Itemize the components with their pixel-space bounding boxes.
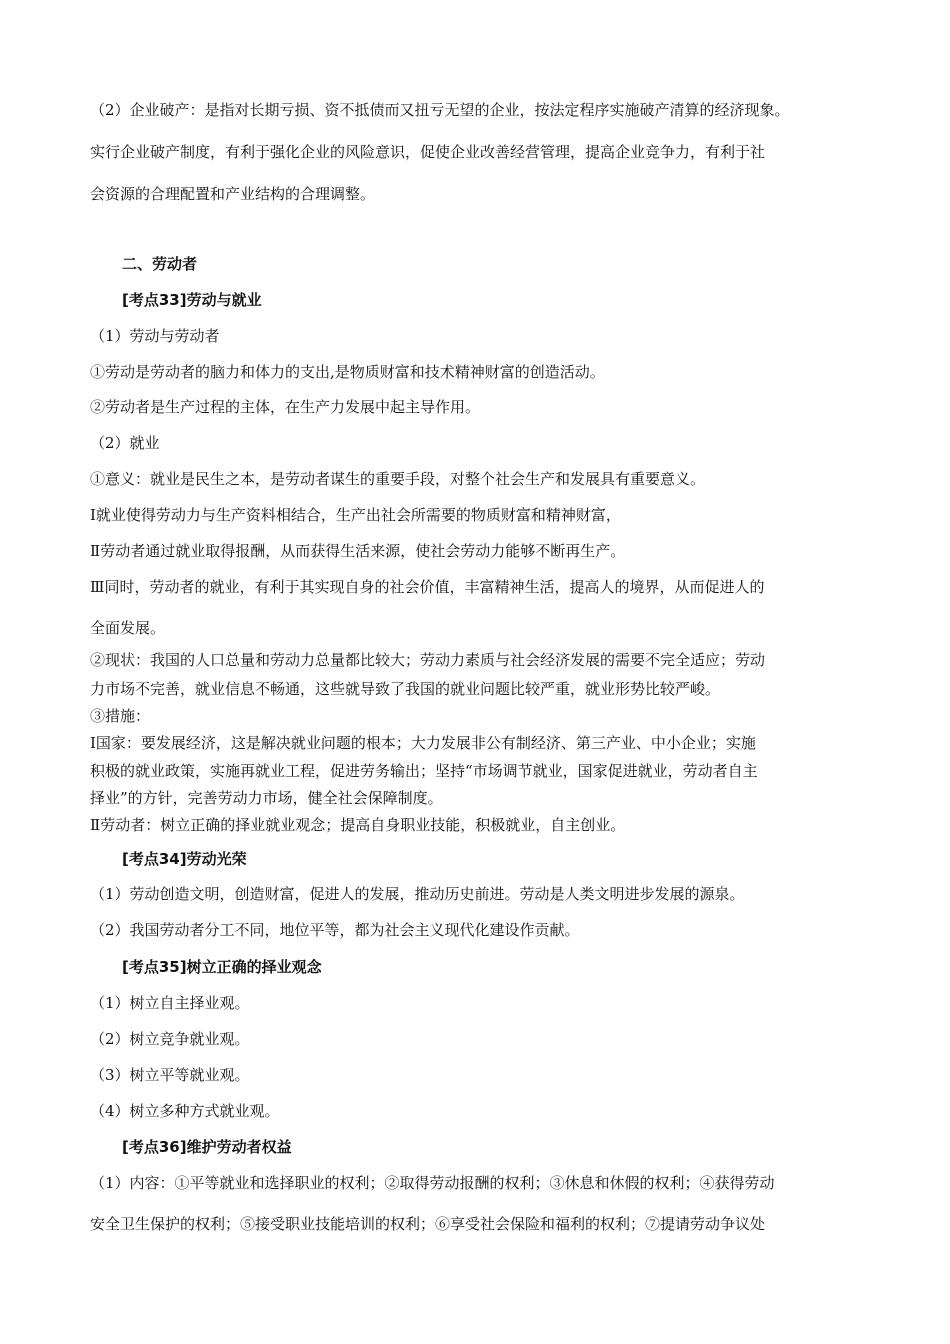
paragraph-line: （4）树立多种方式就业观。 <box>90 1102 280 1120</box>
paragraph-line: （2）企业破产：是指对长期亏损、资不抵债而又扭亏无望的企业，按法定程序实施破产清算的经济现象。 <box>90 101 790 119</box>
paragraph-line: （1）树立自主择业观。 <box>90 994 250 1012</box>
paragraph-line: 会资源的合理配置和产业结构的合理调整。 <box>90 185 376 203</box>
section-heading: 二、劳动者 <box>122 255 198 273</box>
paragraph-line: （1）劳动创造文明，创造财富，促进人的发展，推动历史前进。劳动是人类文明进步发展的源泉。 <box>90 885 745 903</box>
paragraph-line: Ⅲ同时，劳动者的就业，有利于其实现自身的社会价值，丰富精神生活，提高人的境界，从而促进人的 <box>90 578 765 596</box>
paragraph-line: （2）就业 <box>90 434 160 452</box>
paragraph-line: ①意义：就业是民生之本，是劳动者谋生的重要手段，对整个社会生产和发展具有重要意义。 <box>90 470 706 488</box>
paragraph-line: Ⅱ劳动者：树立正确的择业就业观念；提高自身职业技能，积极就业，自主创业。 <box>90 816 626 834</box>
paragraph-line: Ⅱ劳动者通过就业取得报酬，从而获得生活来源，使社会劳动力能够不断再生产。 <box>90 542 626 560</box>
paragraph-line: （1）劳动与劳动者 <box>90 327 220 345</box>
paragraph-line: ②现状：我国的人口总量和劳动力总量都比较大；劳动力素质与社会经济发展的需要不完全适应；劳动 <box>90 651 766 669</box>
paragraph-line: 积极的就业政策，实施再就业工程，促进劳务输出；坚持“市场调节就业，国家促进就业，劳动者自主 <box>90 762 758 780</box>
paragraph-line: 实行企业破产制度，有利于强化企业的风险意识，促使企业改善经营管理，提高企业竞争力，有利于社 <box>90 143 766 161</box>
paragraph-line: Ⅰ就业使得劳动力与生产资料相结合，生产出社会所需要的物质财富和精神财富， <box>90 506 621 524</box>
topic-heading: [考点36]维护劳动者权益 <box>122 1138 292 1156</box>
paragraph-line: （3）树立平等就业观。 <box>90 1066 250 1084</box>
paragraph-line: 力市场不完善，就业信息不畅通，这些就导致了我国的就业问题比较严重，就业形势比较严峻。 <box>90 680 721 698</box>
paragraph-line: ①劳动是劳动者的脑力和体力的支出,是物质财富和技术精神财富的创造活动。 <box>90 363 605 381</box>
paragraph-line: （2）我国劳动者分工不同，地位平等，都为社会主义现代化建设作贡献。 <box>90 921 580 939</box>
paragraph-line: （1）内容：①平等就业和选择职业的权利；②取得劳动报酬的权利；③休息和休假的权利；④获得劳动 <box>90 1174 775 1192</box>
paragraph-line: （2）树立竞争就业观。 <box>90 1030 250 1048</box>
paragraph-line: Ⅰ国家：要发展经济，这是解决就业问题的根本；大力发展非公有制经济、第三产业、中小企业；实施 <box>90 734 756 752</box>
paragraph-line: ③措施： <box>90 707 151 725</box>
paragraph-line: 安全卫生保护的权利；⑤接受职业技能培训的权利；⑥享受社会保险和福利的权利；⑦提请劳动争议处 <box>90 1215 766 1233</box>
paragraph-line: 全面发展。 <box>90 619 166 637</box>
paragraph-line: ②劳动者是生产过程的主体，在生产力发展中起主导作用。 <box>90 398 481 416</box>
topic-heading: [考点35]树立正确的择业观念 <box>122 958 322 976</box>
topic-heading: [考点34]劳动光荣 <box>122 850 247 868</box>
paragraph-line: 择业”的方针，完善劳动力市场，健全社会保障制度。 <box>90 789 443 807</box>
topic-heading: [考点33]劳动与就业 <box>122 291 262 309</box>
